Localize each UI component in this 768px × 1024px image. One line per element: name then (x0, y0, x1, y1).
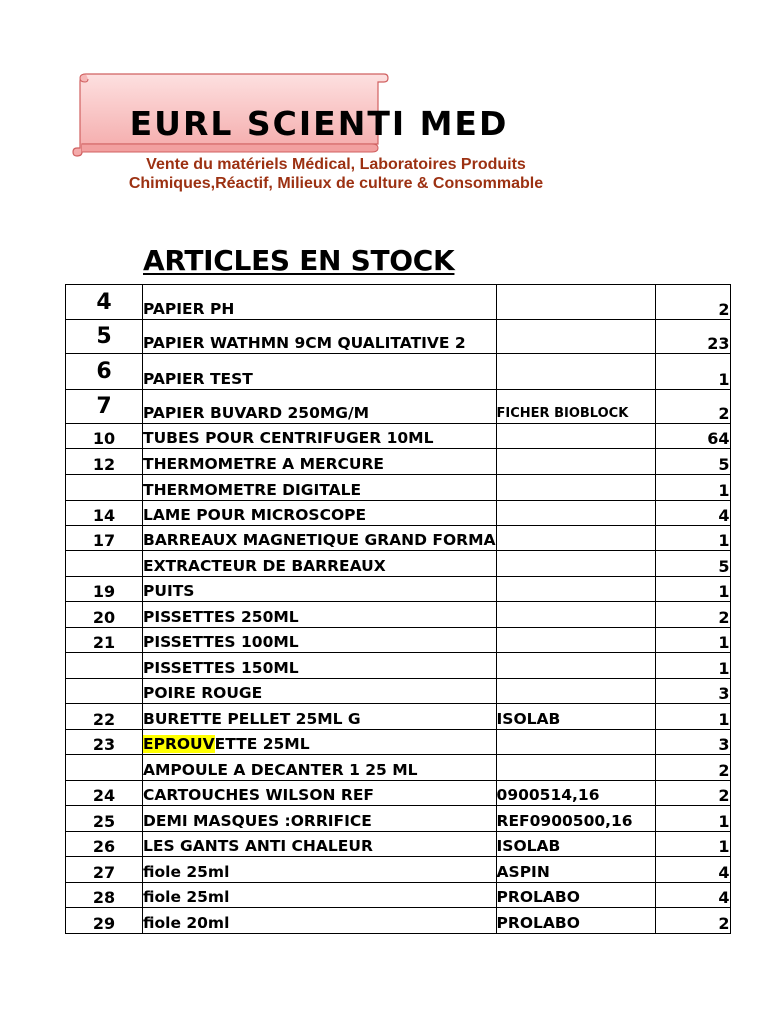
table-row (66, 449, 731, 475)
cell-item-number: 27 (66, 857, 143, 883)
cell-item-number: 24 (66, 781, 143, 806)
cell-description (143, 832, 497, 857)
cell-item-number: 7 (66, 390, 143, 424)
cell-quantity: 2 (655, 908, 730, 934)
cell-description (143, 704, 497, 730)
cell-reference: FICHER BIOBLOCK (496, 390, 655, 424)
cell-item-number: 19 (66, 577, 143, 602)
description-text: POIRE ROUGE (143, 684, 263, 702)
cell-reference (496, 755, 655, 781)
description-text: PAPIER BUVARD 250MG/M (143, 404, 370, 422)
cell-item-number: 29 (66, 908, 143, 934)
cell-item-number (66, 475, 143, 501)
cell-reference (496, 679, 655, 704)
cell-quantity: 1 (655, 806, 730, 832)
table-row (66, 653, 731, 679)
cell-item-number: 17 (66, 526, 143, 551)
tagline-line-2: Chimiques,Réactif, Milieux de culture & Consommable (128, 175, 544, 192)
cell-reference: ISOLAB (496, 832, 655, 857)
table-row (66, 628, 731, 653)
table-row (66, 730, 731, 755)
cell-reference: 0900514,16 (496, 781, 655, 806)
cell-quantity: 2 (655, 390, 730, 424)
table-row (66, 390, 731, 424)
cell-item-number (66, 551, 143, 577)
description-text: BURETTE PELLET 25ML G (143, 710, 361, 728)
cell-description (143, 883, 497, 908)
cell-quantity: 2 (655, 755, 730, 781)
table-row (66, 781, 731, 806)
cell-description (143, 390, 497, 424)
cell-reference (496, 551, 655, 577)
description-text (143, 735, 310, 753)
cell-item-number: 20 (66, 602, 143, 628)
cell-quantity: 2 (655, 781, 730, 806)
cell-item-number: 12 (66, 449, 143, 475)
cell-description (143, 908, 497, 934)
table-row (66, 320, 731, 354)
description-text: LAME POUR MICROSCOPE (143, 506, 367, 524)
table-row (66, 354, 731, 390)
cell-description (143, 628, 497, 653)
cell-quantity: 5 (655, 449, 730, 475)
cell-reference: ISOLAB (496, 704, 655, 730)
cell-quantity: 5 (655, 551, 730, 577)
description-text: PAPIER WATHMN 9CM QUALITATIVE 2 (143, 334, 466, 352)
table-row (66, 755, 731, 781)
cell-reference (496, 501, 655, 526)
cell-reference (496, 628, 655, 653)
cell-item-number: 26 (66, 832, 143, 857)
cell-quantity: 23 (655, 320, 730, 354)
cell-quantity: 4 (655, 883, 730, 908)
cell-reference (496, 577, 655, 602)
cell-description (143, 285, 497, 320)
table-row (66, 551, 731, 577)
cell-reference (496, 449, 655, 475)
cell-reference: ASPIN (496, 857, 655, 883)
cell-reference (496, 653, 655, 679)
cell-description (143, 526, 497, 551)
description-text: PISSETTES 150ML (143, 659, 299, 677)
cell-reference: PROLABO (496, 908, 655, 934)
cell-quantity: 1 (655, 354, 730, 390)
description-text: BARREAUX MAGNETIQUE GRAND FORMA (143, 531, 496, 549)
description-text: THERMOMETRE DIGITALE (143, 481, 362, 499)
description-text: AMPOULE A DECANTER 1 25 ML (143, 761, 418, 779)
description-text: PISSETTES 250ML (143, 608, 299, 626)
cell-quantity: 3 (655, 730, 730, 755)
stock-table (65, 284, 731, 934)
table-row (66, 285, 731, 320)
cell-item-number: 4 (66, 285, 143, 320)
table-row (66, 908, 731, 934)
description-text: TUBES POUR CENTRIFUGER 10ML (143, 429, 434, 447)
cell-quantity: 1 (655, 832, 730, 857)
table-row (66, 883, 731, 908)
cell-quantity: 1 (655, 704, 730, 730)
cell-description (143, 602, 497, 628)
cell-item-number: 22 (66, 704, 143, 730)
cell-reference (496, 526, 655, 551)
table-row (66, 475, 731, 501)
cell-reference (496, 320, 655, 354)
cell-item-number: 10 (66, 424, 143, 449)
cell-description (143, 679, 497, 704)
cell-quantity: 1 (655, 475, 730, 501)
cell-description (143, 781, 497, 806)
description-text: PUITS (143, 582, 195, 600)
table-row (66, 424, 731, 449)
cell-description (143, 501, 497, 526)
cell-description (143, 806, 497, 832)
cell-quantity: 1 (655, 653, 730, 679)
cell-reference (496, 354, 655, 390)
cell-reference (496, 285, 655, 320)
cell-reference: PROLABO (496, 883, 655, 908)
cell-quantity: 3 (655, 679, 730, 704)
cell-description (143, 424, 497, 449)
description-text: CARTOUCHES WILSON REF (143, 786, 375, 804)
cell-description (143, 320, 497, 354)
cell-item-number: 25 (66, 806, 143, 832)
description-text: PAPIER PH (143, 300, 235, 318)
table-row (66, 806, 731, 832)
description-text: fiole 25ml (143, 888, 230, 906)
table-row (66, 832, 731, 857)
cell-description (143, 653, 497, 679)
description-rest: ETTE 25ML (214, 735, 310, 753)
cell-description (143, 551, 497, 577)
table-row (66, 501, 731, 526)
cell-item-number: 28 (66, 883, 143, 908)
cell-description (143, 730, 497, 755)
cell-quantity: 4 (655, 857, 730, 883)
company-name: EURL SCIENTI MED (129, 104, 509, 143)
highlighted-text: EPROUV (143, 735, 215, 753)
cell-description (143, 577, 497, 602)
cell-reference (496, 730, 655, 755)
cell-item-number: 23 (66, 730, 143, 755)
cell-reference (496, 424, 655, 449)
cell-item-number: 5 (66, 320, 143, 354)
cell-quantity: 4 (655, 501, 730, 526)
cell-item-number: 6 (66, 354, 143, 390)
cell-item-number (66, 755, 143, 781)
cell-description (143, 755, 497, 781)
page-heading: ARTICLES EN STOCK (143, 244, 455, 277)
cell-quantity: 1 (655, 628, 730, 653)
cell-item-number: 21 (66, 628, 143, 653)
cell-item-number (66, 653, 143, 679)
cell-quantity: 2 (655, 602, 730, 628)
cell-reference (496, 602, 655, 628)
cell-quantity: 64 (655, 424, 730, 449)
description-text: PAPIER TEST (143, 370, 253, 388)
description-text: PISSETTES 100ML (143, 633, 299, 651)
cell-quantity: 2 (655, 285, 730, 320)
table-row (66, 602, 731, 628)
cell-reference (496, 475, 655, 501)
cell-item-number (66, 679, 143, 704)
table-row (66, 679, 731, 704)
description-text: fiole 20ml (143, 914, 230, 932)
description-text: EXTRACTEUR DE BARREAUX (143, 557, 386, 575)
description-text: LES GANTS ANTI CHALEUR (143, 837, 373, 855)
cell-quantity: 1 (655, 577, 730, 602)
cell-item-number: 14 (66, 501, 143, 526)
cell-description (143, 354, 497, 390)
description-text: DEMI MASQUES :ORRIFICE (143, 812, 372, 830)
description-text: THERMOMETRE A MERCURE (143, 455, 384, 473)
table-row (66, 857, 731, 883)
cell-description (143, 475, 497, 501)
cell-reference: REF0900500,16 (496, 806, 655, 832)
cell-description (143, 857, 497, 883)
cell-quantity: 1 (655, 526, 730, 551)
cell-description (143, 449, 497, 475)
tagline-line-1: Vente du matériels Médical, Laboratoires Produits (146, 156, 526, 173)
description-text: fiole 25ml (143, 863, 230, 881)
table-row (66, 526, 731, 551)
table-row (66, 577, 731, 602)
table-row (66, 704, 731, 730)
